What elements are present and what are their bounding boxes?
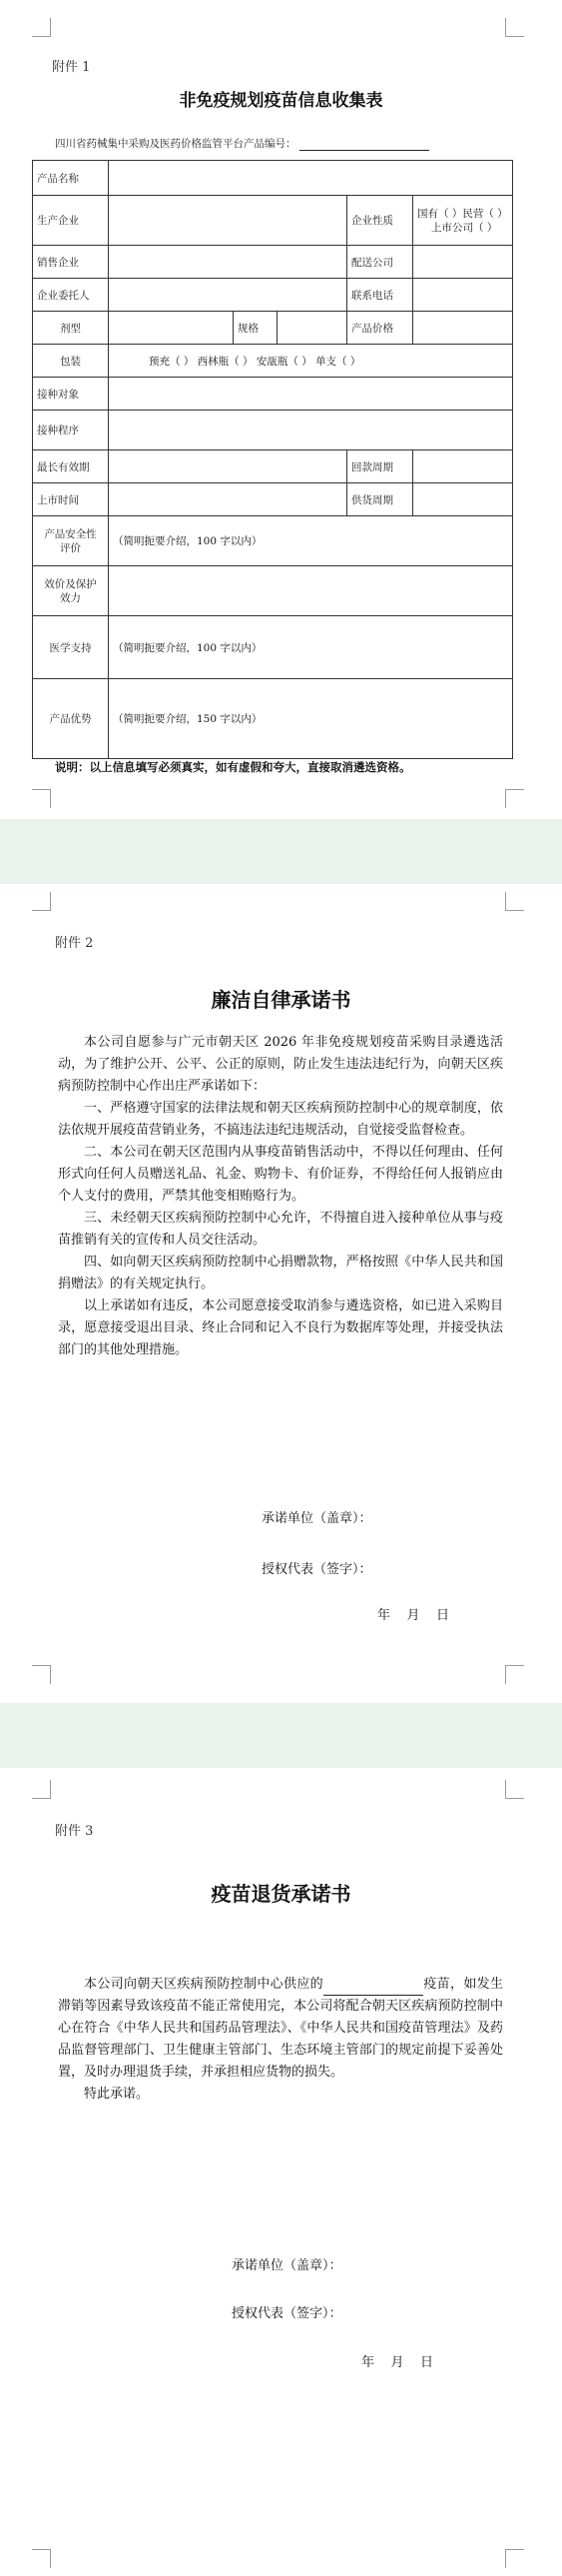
corner-mark <box>32 2549 51 2568</box>
corner-mark <box>32 18 51 37</box>
sign-date: 年 月 日 <box>361 2355 434 2370</box>
pledge-paragraph: 三、未经朝天区疾病预防控制中心允许，不得擅自进入接种单位从事与疫苗推销有关的宣传和人员交往活动。 <box>58 1211 503 1248</box>
package-options-cell[interactable]: 预充（ ） 西林瓶（ ） 安瓿瓶（ ） 单支（ ） <box>109 345 513 378</box>
table-note: 说明：以上信息填写必须真实，如有虚假和夸大，直接取消遴选资格。 <box>55 760 411 774</box>
page-2 <box>0 884 562 1703</box>
pledge-paragraph: 四、如向朝天区疾病预防控制中心捐赠款物，严格按照《中华人民共和国捐赠法》的有关规定执行。 <box>58 1255 503 1291</box>
corner-mark <box>505 892 524 911</box>
corner-mark <box>505 1665 524 1684</box>
cell-label-line: 效力 <box>60 591 81 604</box>
cell-label-line: 产品安全性 <box>44 527 97 540</box>
pledge-body <box>58 1032 503 1361</box>
return-period-cell[interactable] <box>413 450 513 483</box>
return-text-rest: 疫苗，如发生滞销等因素导致该疫苗不能正常使用完，本公司将配合朝天区疾病预防控制中心在符合《中华人民共和国药品管理法》、《中华人民共和国疫苗管理法》及药品监督管理部门、卫生健康主管部门、生态环境主管部门的规定前提下妥善处置，及时办理退货手续，并承担相应货物的损失。 <box>58 1977 503 2080</box>
page-title: 廉洁自律承诺书 <box>211 988 351 1012</box>
cell-label: 上市时间 <box>33 483 109 516</box>
launch-cell[interactable] <box>109 483 347 516</box>
price-cell[interactable] <box>413 312 513 345</box>
corner-mark <box>32 789 51 808</box>
pledge-paragraph: 以上承诺如有违反，本公司愿意接受取消参与遴选资格，如已进入采购目录，愿意接受退出目录、终止合同和记入不良行为数据库等处理，并接受执法部门的其他处理措施。 <box>58 1298 503 1357</box>
cell-label: 回款周期 <box>347 450 413 483</box>
cell-label: 供货周期 <box>347 483 413 516</box>
return-text-start: 本公司向朝天区疾病预防控制中心供应的 <box>84 1977 323 1992</box>
medical-cell[interactable]: （简明扼要介绍，100 字以内） <box>109 616 513 679</box>
vaccine-name-field[interactable] <box>323 1980 423 1996</box>
cell-label: 接种对象 <box>33 378 109 411</box>
attachment-label: 附件 1 <box>52 60 91 75</box>
page-3 <box>0 1768 562 2576</box>
cell-label-line: 效价及保护 <box>44 577 97 590</box>
cell-label: 企业委托人 <box>33 279 109 312</box>
corner-mark <box>505 2549 524 2568</box>
producer-cell[interactable] <box>109 196 347 246</box>
cell-label: 产品名称 <box>33 161 109 196</box>
cell-label: 企业性质 <box>347 196 413 246</box>
pledge-paragraph: 一、严格遵守国家的法律法规和朝天区疾病预防控制中心的规章制度，依法依规开展疫苗营销业务，不搞违法违纪违规活动，自觉接受监督检查。 <box>58 1101 503 1138</box>
target-cell[interactable] <box>109 378 513 411</box>
return-closing: 特此承诺。 <box>84 2087 150 2102</box>
safety-cell[interactable]: （简明扼要介绍，100 字以内） <box>109 516 513 566</box>
cell-label-stacked <box>33 516 109 566</box>
cell-label-line: 评价 <box>60 541 81 554</box>
nature-option-2: 上市公司（ ） <box>431 221 498 234</box>
sign-rep-label: 授权代表（签字）： <box>262 1562 372 1577</box>
delivery-cell[interactable] <box>413 246 513 279</box>
cell-label-stacked <box>33 566 109 616</box>
cell-label: 医学支持 <box>33 616 109 679</box>
info-table <box>32 160 513 759</box>
product-code-label: 四川省药械集中采购及医药价格监管平台产品编号： <box>55 138 296 150</box>
advantage-cell[interactable]: （简明扼要介绍，150 字以内） <box>109 679 513 759</box>
cell-label: 产品价格 <box>347 312 413 345</box>
efficacy-cell[interactable] <box>109 566 513 616</box>
pledge-paragraph: 二、本公司在朝天区范围内从事疫苗销售活动中，不得以任何理由、任何形式向任何人员赠送礼品、礼金、购物卡、有价证券，不得给任何人报销应由个人支付的费用，严禁其他变相贿赂行为。 <box>58 1145 503 1204</box>
product-code-field[interactable] <box>299 138 429 151</box>
corner-mark <box>32 892 51 911</box>
corner-mark <box>505 789 524 808</box>
sign-date: 年 月 日 <box>377 1608 450 1623</box>
return-body <box>58 1974 503 2106</box>
form-cell[interactable] <box>109 312 234 345</box>
page-1 <box>0 0 562 819</box>
sign-unit-label: 承诺单位（盖章）： <box>262 1511 372 1526</box>
supply-period-cell[interactable] <box>413 483 513 516</box>
seller-cell[interactable] <box>109 246 347 279</box>
cell-label: 联系电话 <box>347 279 413 312</box>
cell-label: 产品优势 <box>33 679 109 759</box>
spec-cell[interactable] <box>278 312 347 345</box>
pledge-paragraph: 本公司自愿参与广元市朝天区 2026 年非免疫规划疫苗采购目录遴选活动，为了维护公开、公平、公正的原则，防止发生违法违纪行为，向朝天区疾病预防控制中心作出庄严承诺如下： <box>58 1035 503 1094</box>
cell-label: 最长有效期 <box>33 450 109 483</box>
page-title: 疫苗退货承诺书 <box>211 1882 351 1906</box>
cell-label: 配送公司 <box>347 246 413 279</box>
sign-unit-label: 承诺单位（盖章）： <box>232 2258 342 2273</box>
cell-label: 生产企业 <box>33 196 109 246</box>
nature-options-cell[interactable] <box>413 196 513 246</box>
attachment-label: 附件 3 <box>55 1824 94 1839</box>
page-title: 非免疫规划疫苗信息收集表 <box>179 91 383 111</box>
corner-mark <box>32 1665 51 1684</box>
nature-option-1: 国有（ ）民营（ ） <box>417 207 508 220</box>
product-code-line <box>55 136 429 151</box>
cell-label: 规格 <box>234 312 278 345</box>
corner-mark <box>505 18 524 37</box>
cell-label: 剂型 <box>33 312 109 345</box>
sign-rep-label: 授权代表（签字）： <box>232 2306 342 2321</box>
corner-mark <box>32 1780 51 1799</box>
corner-mark <box>505 1780 524 1799</box>
agent-cell[interactable] <box>109 279 347 312</box>
procedure-cell[interactable] <box>109 411 513 450</box>
product-name-cell[interactable] <box>109 161 513 196</box>
attachment-label: 附件 2 <box>55 936 94 951</box>
cell-label: 接种程序 <box>33 411 109 450</box>
cell-label: 包装 <box>33 345 109 378</box>
return-paragraph <box>58 1974 503 2084</box>
expiry-cell[interactable] <box>109 450 347 483</box>
cell-label: 销售企业 <box>33 246 109 279</box>
contact-cell[interactable] <box>413 279 513 312</box>
